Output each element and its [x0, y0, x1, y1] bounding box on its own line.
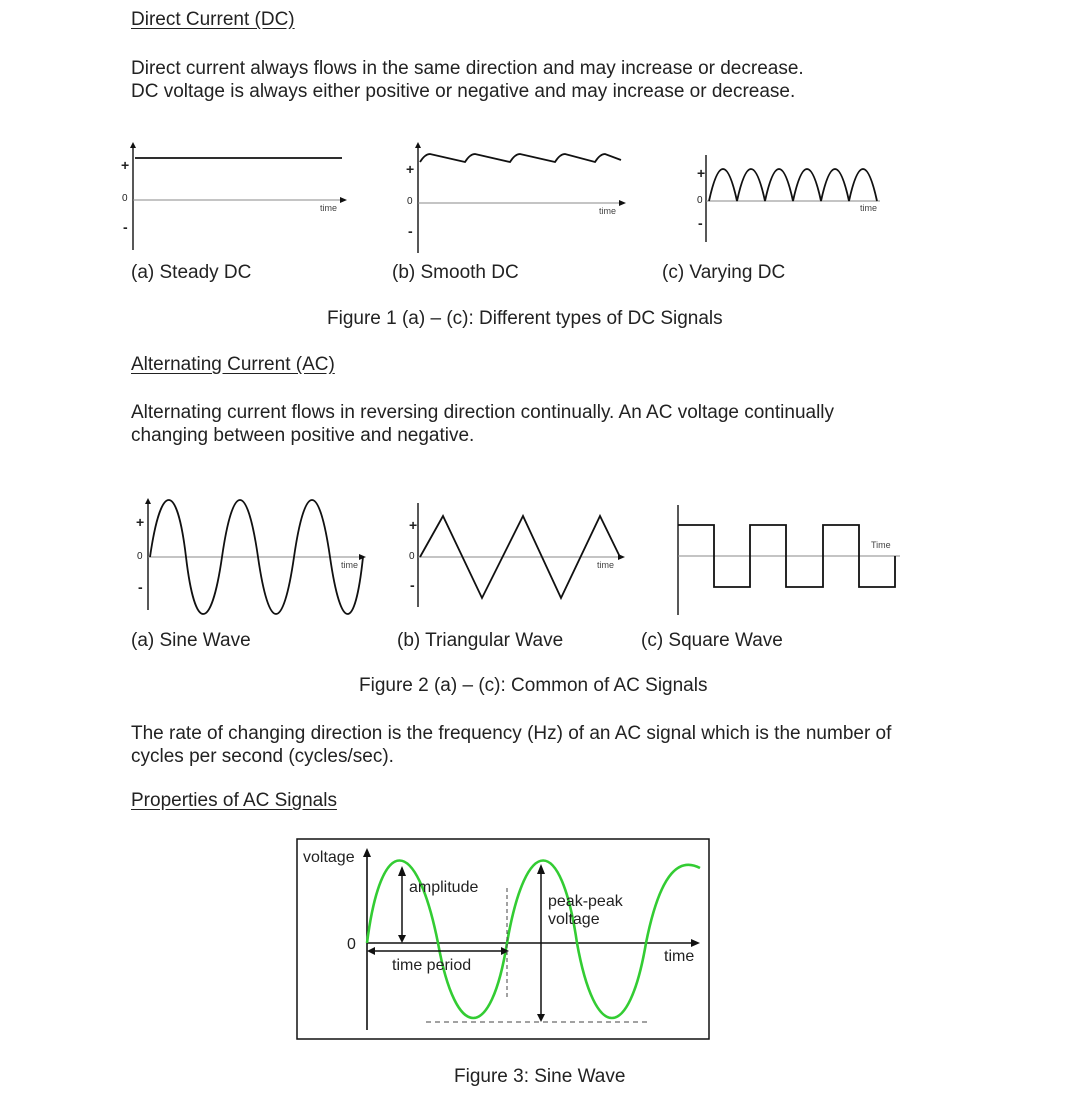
ac-paragraph-line1: Alternating current flows in reversing direction continually. An AC voltage continually	[131, 402, 835, 423]
triangular-wave-graph	[398, 495, 633, 615]
zero-label: 0	[697, 195, 703, 206]
figure-3-caption: Figure 3: Sine Wave	[454, 1066, 626, 1087]
properties-heading: Properties of AC Signals	[131, 790, 337, 811]
steady-dc-caption: (a) Steady DC	[131, 262, 252, 283]
figure-2-caption: Figure 2 (a) – (c): Common of AC Signals	[359, 675, 708, 696]
voltage-label: voltage	[303, 849, 355, 866]
dc-paragraph-line2: DC voltage is always either positive or negative and may increase or decrease.	[131, 81, 796, 102]
smooth-dc-caption: (b) Smooth DC	[392, 262, 519, 283]
frequency-paragraph	[131, 722, 891, 768]
x-axis-arrow-icon	[619, 200, 626, 206]
time-label: time	[341, 560, 359, 570]
zero-label: 0	[409, 551, 415, 562]
varying-dc-signal	[709, 169, 877, 201]
time-label: time	[860, 203, 878, 213]
minus-label: -	[138, 579, 143, 595]
minus-label: -	[408, 223, 413, 239]
time-label: Time	[871, 540, 891, 550]
y-axis-arrow-icon	[130, 142, 136, 148]
dc-heading: Direct Current (DC)	[131, 9, 295, 30]
plus-label: +	[409, 517, 418, 533]
steady-dc-graph	[110, 138, 360, 256]
square-wave-caption: (c) Square Wave	[641, 630, 783, 651]
dc-paragraph	[131, 57, 804, 103]
triangular-wave-caption: (b) Triangular Wave	[397, 630, 564, 651]
time-period-label: time period	[392, 957, 472, 974]
frequency-paragraph-line1: The rate of changing direction is the frequency (Hz) of an AC signal which is the number of	[131, 723, 892, 744]
minus-label: -	[410, 577, 415, 593]
zero-label: 0	[407, 196, 413, 207]
time-label: time	[597, 560, 615, 570]
plus-label: +	[121, 157, 130, 173]
peak-peak-label-line2: voltage	[548, 911, 600, 928]
sine-wave-graph	[125, 495, 375, 615]
varying-dc-caption: (c) Varying DC	[662, 262, 786, 283]
amplitude-label: amplitude	[409, 879, 479, 896]
minus-label: -	[123, 219, 128, 235]
y-axis-arrow-icon	[145, 498, 151, 504]
figure-1-caption: Figure 1 (a) – (c): Different types of DC Signals	[327, 308, 723, 329]
x-axis-arrow-icon	[340, 197, 347, 203]
sine-wave-properties-diagram	[296, 838, 710, 1040]
time-label: time	[320, 203, 338, 213]
peak-peak-label-line1: peak-peak	[548, 893, 623, 910]
zero-label: 0	[137, 551, 143, 562]
smooth-dc-graph	[395, 138, 635, 256]
frequency-paragraph-line2: cycles per second (cycles/sec).	[131, 746, 394, 767]
dc-paragraph-line1: Direct current always flows in the same direction and may increase or decrease.	[131, 58, 804, 79]
ac-paragraph-line2: changing between positive and negative.	[131, 425, 475, 446]
time-label: time	[664, 948, 695, 965]
ac-paragraph	[131, 401, 834, 447]
zero-label: 0	[347, 936, 356, 953]
zero-label: 0	[122, 193, 128, 204]
plus-label: +	[406, 161, 415, 177]
minus-label: -	[698, 215, 703, 231]
smooth-dc-signal	[420, 154, 621, 162]
y-axis-arrow-icon	[415, 142, 421, 148]
plus-label: +	[697, 165, 706, 181]
ac-heading: Alternating Current (AC)	[131, 354, 335, 375]
sine-wave-caption: (a) Sine Wave	[131, 630, 251, 651]
plus-label: +	[136, 514, 145, 530]
time-label: time	[599, 206, 617, 216]
square-wave-graph	[670, 500, 905, 620]
varying-dc-graph	[690, 150, 890, 245]
